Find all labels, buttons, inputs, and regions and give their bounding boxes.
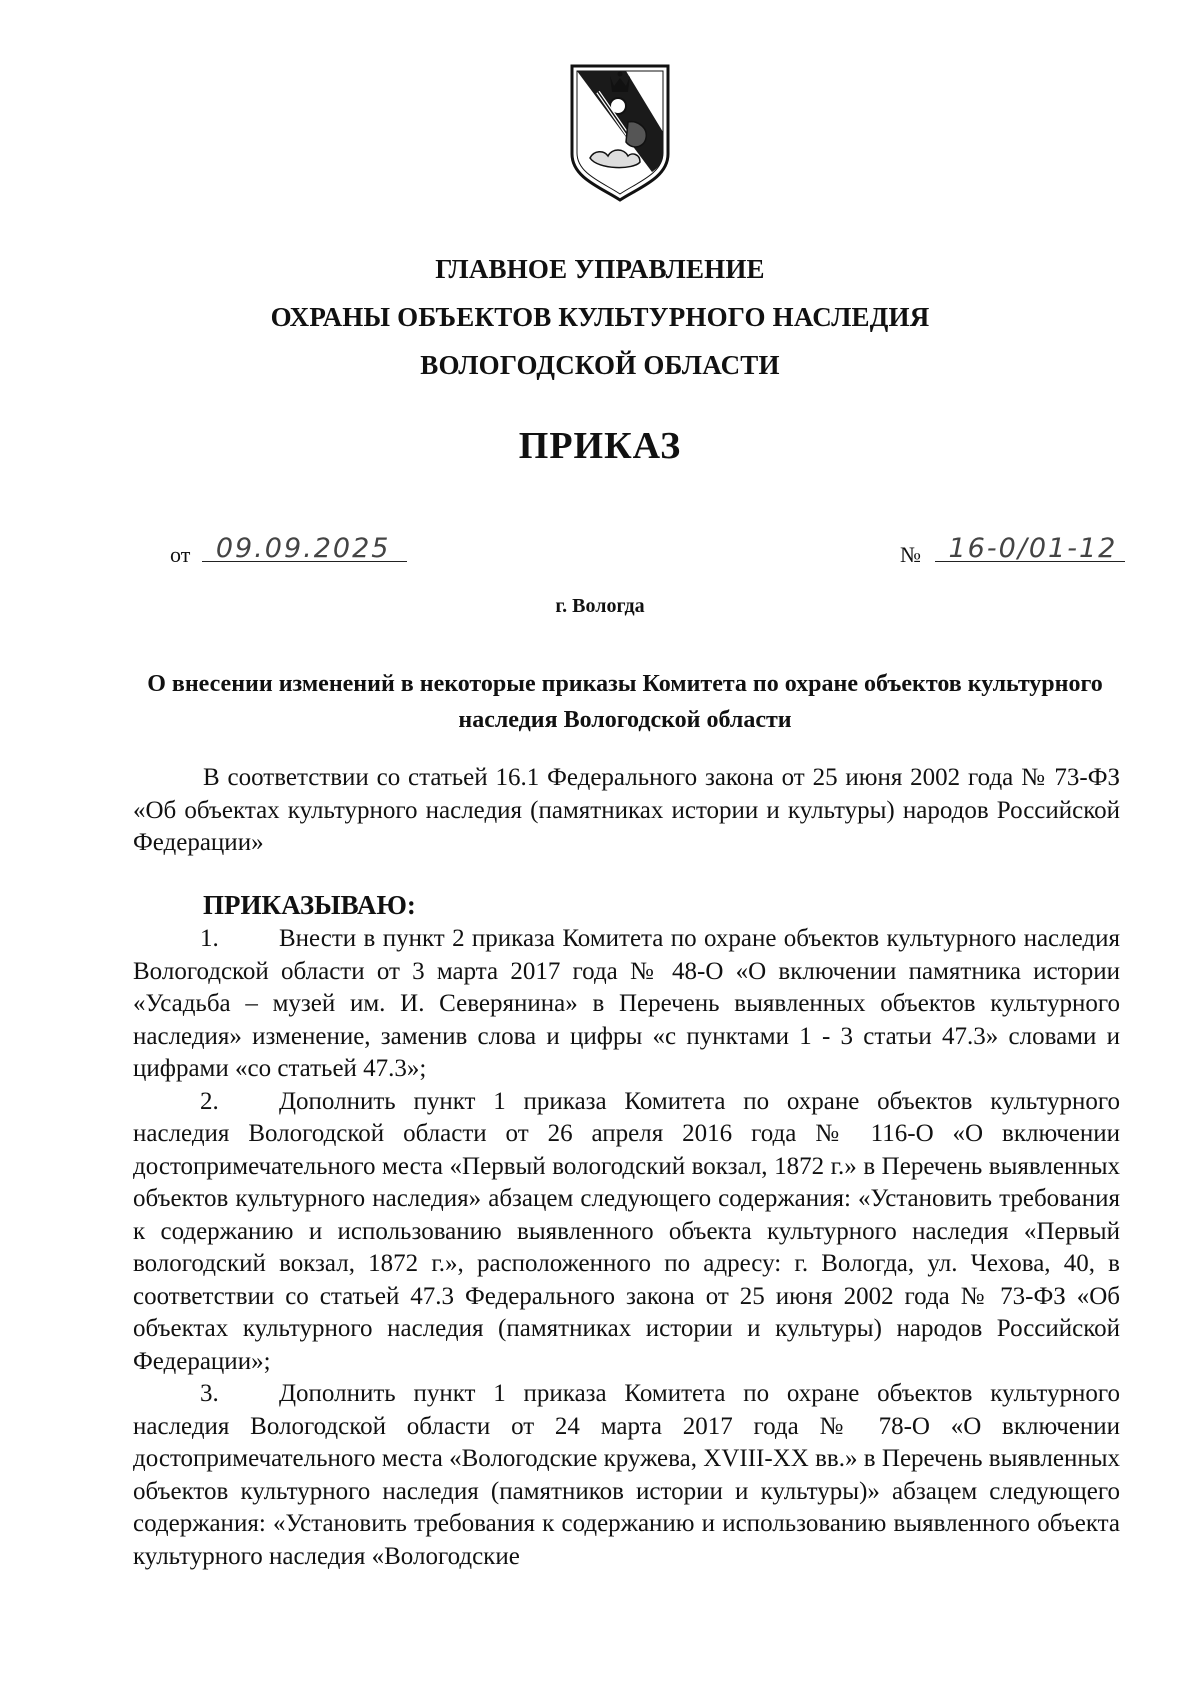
- item-text: Дополнить пункт 1 приказа Комитета по охране объектов культурного наследия Вологодской области от 24 марта 2017 года № 78-О «О включении достопримечательного места «Вологодские кружева, XVIII-XX вв.» в Перечень выявленных объектов культурного наследия (памятников истории и культуры)» абзацем следующего содержания: «Установить требования к содержанию и использованию выявленного объекта культурного наследия «Вологодские: [133, 1380, 1120, 1570]
- date-field: [170, 535, 407, 568]
- org-header-line-2: ОХРАНЫ ОБЪЕКТОВ КУЛЬТУРНОГО НАСЛЕДИЯ: [270, 302, 930, 332]
- handwritten-date: 09.09.2025: [215, 533, 391, 564]
- item-number: 2.: [200, 1087, 219, 1115]
- number-field: [900, 535, 1125, 568]
- org-header-line-3: ВОЛОГОДСКОЙ ОБЛАСТИ: [420, 350, 780, 380]
- date-underline: [202, 535, 407, 562]
- date-prefix: от: [170, 542, 191, 567]
- document-title: ПРИКАЗ: [518, 425, 682, 467]
- city: г. Вологда: [555, 595, 645, 617]
- item-number: 1.: [200, 925, 219, 952]
- item-text: Дополнить пункт 1 приказа Комитета по охране объектов культурного наследия Вологодской области от 26 апреля 2016 года № 116-О «О включении достопримечательного места «Первый вологодский вокзал, 1872 г.» в Перечень выявленных объектов культурного наследия» абзацем следующего содержания: «Установить требования к содержанию и использованию выявленного объекта культурного наследия «Первый вологодский вокзал, 1872 г.», расположенного по адресу: г. Вологда, ул. Чехова, 40, в соответствии со статьей 47.3 Федерального закона от 25 июня 2002 года № 73-ФЗ «Об объектах культурного наследия (памятниках истории и культуры) народов Российской Федерации»;: [133, 1087, 1120, 1375]
- order-item: [133, 1086, 1120, 1379]
- item-number: 3.: [200, 1380, 219, 1407]
- org-header-line-1: ГЛАВНОЕ УПРАВЛЕНИЕ: [435, 254, 765, 284]
- item-text: Внести в пункт 2 приказа Комитета по охране объектов культурного наследия Вологодской области от 3 марта 2017 года № 48-О «О включении памятника истории «Усадьба – музей им. И. Северянина» в Перечень выявленных объектов культурного наследия» изменение, заменив слова и цифры «с пунктами 1 - 3 статьи 47.3» словами и цифрами «со статьей 47.3»;: [133, 925, 1120, 1082]
- order-word: ПРИКАЗЫВАЮ:: [203, 890, 416, 920]
- coat-of-arms-icon: [568, 62, 672, 202]
- order-items: [133, 923, 1120, 1573]
- number-prefix: №: [900, 542, 921, 567]
- order-item: [133, 1378, 1120, 1573]
- document-subject: О внесении изменений в некоторые приказы Комитета по охране объектов культурного наследия Вологодской области: [147, 671, 1103, 733]
- number-underline: [935, 535, 1125, 562]
- intro-paragraph: В соответствии со статьей 16.1 Федерального закона от 25 июня 2002 года № 73-ФЗ «Об объектах культурного наследия (памятниках истории и культуры) народов Российской Федерации»: [133, 764, 1120, 856]
- handwritten-number: 16-0/01-12: [948, 533, 1118, 564]
- order-item: [133, 923, 1120, 1086]
